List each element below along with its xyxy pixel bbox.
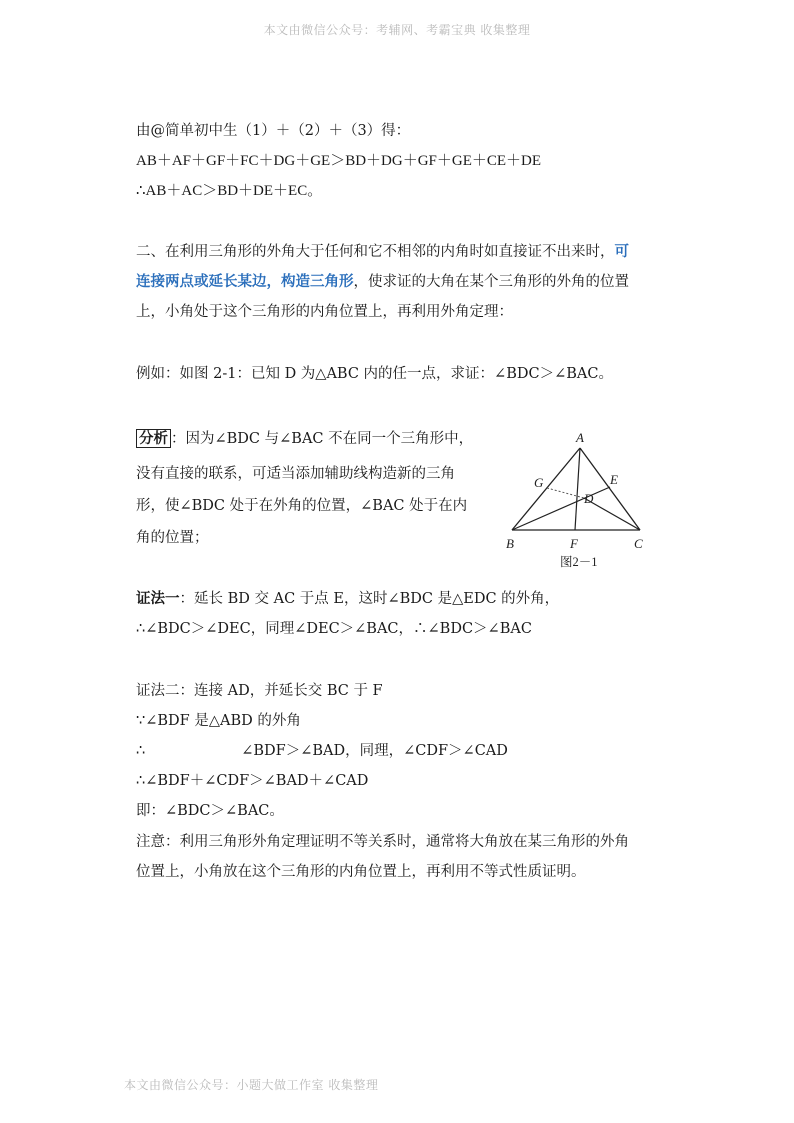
proof-2-line-5: 即：∠BDC＞∠BAC。 [136,803,284,819]
figure-caption: 图2－1 [560,555,598,569]
label-f: F [570,536,578,551]
label-c: C [634,536,643,551]
analysis-label: 分析 [136,429,171,448]
header-watermark: 本文由微信公众号：考辅网、考霸宝典 收集整理 [263,23,531,37]
proof-2-line-3 [136,741,508,761]
example-line: 例如：如图 2-1：已知 D 为△ABC 内的任一点，求证：∠BDC＞∠BAC。 [136,366,613,382]
side-ab [512,448,580,530]
paragraph-2-line-2 [136,272,629,292]
footer-watermark: 本文由微信公众号：小题大做工作室 收集整理 [124,1078,379,1092]
text-line-1: 由@简单初中生（1）＋（2）＋（3）得： [136,123,411,139]
highlight-text: 连接两点或延长某边，构造三角形 [136,273,354,290]
paragraph-2-text: ，使求证的大角在某个三角形的外角的位置 [353,274,629,290]
paragraph-2-text: 二、在利用三角形的外角大于任何和它不相邻的内角时如直接证不出来时， [136,244,615,260]
label-a: A [576,430,584,445]
therefore-symbol: ∴ [136,743,146,759]
highlight-text: 可 [614,243,629,260]
label-b: B [506,536,514,551]
segment-bd-e [512,487,610,530]
note-line-2: 位置上，小角放在这个三角形的内角位置上，再利用不等式性质证明。 [136,864,586,880]
proof-2-line-1: 证法二：连接 AD，并延长交 BC 于 F [136,683,383,699]
proof-1-text: ：延长 BD 交 AC 于点 E，这时∠BDC 是△EDC 的外角， [179,591,560,607]
proof-2-line-4: ∴∠BDF＋∠CDF＞∠BAD＋∠CAD [136,773,369,789]
proof-2-line-2: ∵∠BDF 是△ABD 的外角 [136,713,301,729]
proof-1-line-2: ∴∠BDC＞∠DEC，同理∠DEC＞∠BAC，∴∠BDC＞∠BAC [136,621,532,637]
side-ac [580,448,640,530]
text-line-2: AB＋AF＋GF＋FC＋DG＋GE＞BD＋DG＋GF＋GE＋CE＋DE [136,153,542,169]
proof-2-text: ∠BDF＞∠BAD，同理，∠CDF＞∠CAD [241,743,508,759]
triangle-figure [500,428,660,576]
analysis-text: ：因为∠BDC 与∠BAC 不在同一个三角形中， [171,431,474,447]
text-line-3: ∴AB＋AC＞BD＋DE＋EC。 [136,183,323,199]
segment-g-d [547,488,584,498]
analysis-line-1 [136,429,473,449]
label-d: D [584,491,594,506]
proof-1-line-1 [136,589,559,609]
analysis-line-2: 没有直接的联系，可适当添加辅助线构造新的三角 [136,466,455,482]
label-g: G [534,475,544,490]
analysis-line-3: 形，使∠BDC 处于在外角的位置，∠BAC 处于在内 [136,498,468,514]
label-e: E [610,472,618,487]
paragraph-2-line-3: 上，小角处于这个三角形的内角位置上，再利用外角定理： [136,304,513,320]
paragraph-2-line-1 [136,242,629,262]
proof-1-label: 证法一 [136,590,180,607]
analysis-line-4: 角的位置； [136,530,209,546]
segment-a-f [575,448,580,530]
note-line-1: 注意：利用三角形外角定理证明不等关系时，通常将大角放在某三角形的外角 [136,834,629,850]
